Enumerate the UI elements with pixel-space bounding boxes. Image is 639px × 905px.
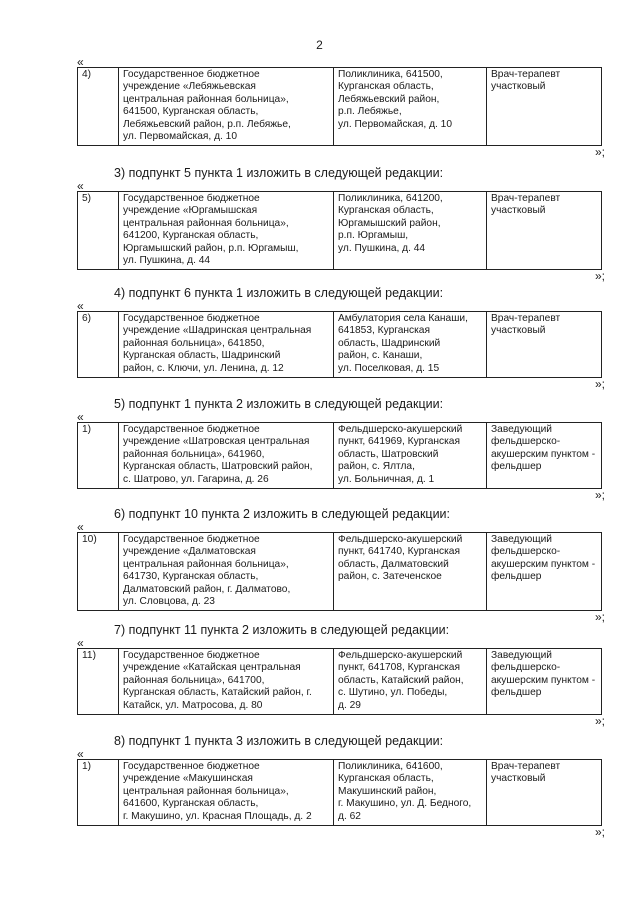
position-cell xyxy=(487,423,602,489)
cell-line: Врач-терапевт xyxy=(491,69,561,80)
cell-line: Катайск, ул. Матросова, д. 80 xyxy=(123,699,263,711)
cell-line: область, Далматовский xyxy=(338,558,449,570)
cell-line: Государственное бюджетное xyxy=(123,69,260,80)
position-cell xyxy=(487,533,602,611)
cell-line: пункт, 641969, Курганская xyxy=(338,436,460,448)
cell-line: Юргамышский район, xyxy=(338,217,441,229)
cell-line: ул. Пушкина, д. 44 xyxy=(123,255,211,267)
cell-line: ул. Больничная, д. 1 xyxy=(338,473,435,485)
row-number-cell xyxy=(78,312,119,378)
unit-cell xyxy=(334,760,487,826)
opening-quote: « xyxy=(77,410,84,424)
cell-line: пункт, 641708, Курганская xyxy=(338,662,460,674)
cell-line: центральная районная больница», xyxy=(123,558,289,570)
cell-line: фельдшер xyxy=(491,461,542,473)
cell-line: фельдшерско- xyxy=(491,436,561,448)
cell-line: акушерским пунктом - xyxy=(491,558,596,570)
table-row xyxy=(78,649,602,715)
cell-line: область, Катайский район, xyxy=(338,674,464,686)
position-cell xyxy=(487,192,602,270)
table-block xyxy=(77,57,607,159)
unit-cell xyxy=(334,649,487,715)
cell-line: Государственное бюджетное xyxy=(123,534,260,545)
cell-line: Государственное бюджетное xyxy=(123,650,260,661)
institution-table xyxy=(77,191,602,270)
cell-line: Врач-терапевт xyxy=(491,193,561,204)
cell-line: 4) xyxy=(82,69,92,80)
table-block xyxy=(77,522,607,624)
cell-line: Курганская область, Шадринский xyxy=(123,350,281,362)
cell-line: 641853, Курганская xyxy=(338,325,430,337)
table-block xyxy=(77,412,607,502)
cell-line: 641730, Курганская область, xyxy=(123,571,259,583)
cell-line: участковый xyxy=(491,81,546,93)
cell-line: Курганская область, Шатровский район, xyxy=(123,461,313,473)
institution-table xyxy=(77,311,602,378)
cell-line: учреждение «Лебяжьевская xyxy=(123,81,256,93)
closing-quote: »; xyxy=(594,145,605,160)
cell-line: учреждение «Макушинская xyxy=(123,773,253,785)
cell-line: г. Макушино, ул. Д. Бедного, xyxy=(338,798,472,810)
row-number-cell xyxy=(78,68,119,146)
cell-line: Курганская область, xyxy=(338,773,434,785)
row-number-cell xyxy=(78,760,119,826)
cell-line: Врач-терапевт xyxy=(491,761,561,772)
cell-line: 1) xyxy=(82,761,92,772)
closing-quote: »; xyxy=(594,714,605,729)
organization-cell xyxy=(119,423,334,489)
position-cell xyxy=(487,649,602,715)
cell-line: Фельдшерско-акушерский xyxy=(338,534,463,545)
table-block xyxy=(77,301,607,391)
table-row xyxy=(78,760,602,826)
position-cell xyxy=(487,312,602,378)
table-row xyxy=(78,533,602,611)
cell-line: 6) xyxy=(82,313,92,324)
cell-line: Поликлиника, 641500, xyxy=(338,69,443,80)
cell-line: район, с. Канаши, xyxy=(338,350,423,362)
cell-line: учреждение «Юргамышская xyxy=(123,205,258,217)
opening-quote: « xyxy=(77,299,84,313)
table-row xyxy=(78,68,602,146)
row-number-cell xyxy=(78,533,119,611)
cell-line: Врач-терапевт xyxy=(491,313,561,324)
cell-line: 641600, Курганская область, xyxy=(123,798,259,810)
cell-line: 5) xyxy=(82,193,92,204)
cell-line: г. Макушино, ул. Красная Площадь, д. 2 xyxy=(123,810,312,822)
unit-cell xyxy=(334,192,487,270)
table-block xyxy=(77,749,607,839)
opening-quote: « xyxy=(77,747,84,761)
cell-line: Заведующий xyxy=(491,650,553,661)
closing-quote: »; xyxy=(594,269,605,284)
row-number-cell xyxy=(78,423,119,489)
cell-line: р.п. Лебяжье, xyxy=(338,106,402,118)
institution-table xyxy=(77,532,602,611)
cell-line: акушерским пунктом - xyxy=(491,448,596,460)
closing-quote: »; xyxy=(594,610,605,625)
cell-line: район, с. Ключи, ул. Ленина, д. 12 xyxy=(123,362,284,374)
institution-table xyxy=(77,422,602,489)
cell-line: учреждение «Шадринская центральная xyxy=(123,325,312,337)
opening-quote: « xyxy=(77,55,84,69)
cell-line: акушерским пунктом - xyxy=(491,674,596,686)
organization-cell xyxy=(119,760,334,826)
cell-line: Заведующий xyxy=(491,534,553,545)
row-number-cell xyxy=(78,192,119,270)
cell-line: 10) xyxy=(82,534,97,545)
amendment-heading: 3) подпункт 5 пункта 1 изложить в следующей редакции: xyxy=(114,166,444,180)
cell-line: ул. Первомайская, д. 10 xyxy=(338,118,453,130)
cell-line: фельдшерско- xyxy=(491,546,561,558)
cell-line: Поликлиника, 641600, xyxy=(338,761,443,772)
organization-cell xyxy=(119,68,334,146)
amendment-heading: 7) подпункт 11 пункта 2 изложить в следующей редакции: xyxy=(114,623,450,637)
cell-line: Поликлиника, 641200, xyxy=(338,193,443,204)
cell-line: Курганская область, xyxy=(338,81,434,93)
institution-table xyxy=(77,67,602,146)
cell-line: 641500, Курганская область, xyxy=(123,106,259,118)
cell-line: Государственное бюджетное xyxy=(123,193,260,204)
organization-cell xyxy=(119,649,334,715)
table-row xyxy=(78,192,602,270)
cell-line: область, Шадринский xyxy=(338,337,441,349)
amendment-heading: 5) подпункт 1 пункта 2 изложить в следующей редакции: xyxy=(114,397,444,411)
cell-line: фельдшер xyxy=(491,687,542,699)
institution-table xyxy=(77,759,602,826)
cell-line: районная больница», 641960, xyxy=(123,448,265,460)
cell-line: район, с. Ялтла, xyxy=(338,461,415,473)
closing-quote: »; xyxy=(594,377,605,392)
cell-line: районная больница», 641850, xyxy=(123,337,265,349)
cell-line: Лебяжьевский район, р.п. Лебяжье, xyxy=(123,118,291,130)
cell-line: ул. Словцова, д. 23 xyxy=(123,596,215,608)
cell-line: центральная районная больница», xyxy=(123,785,289,797)
cell-line: фельдшерско- xyxy=(491,662,561,674)
opening-quote: « xyxy=(77,179,84,193)
unit-cell xyxy=(334,68,487,146)
cell-line: районная больница», 641700, xyxy=(123,674,265,686)
table-row xyxy=(78,423,602,489)
cell-line: Лебяжьевский район, xyxy=(338,93,440,105)
cell-line: участковый xyxy=(491,325,546,337)
amendment-heading: 4) подпункт 6 пункта 1 изложить в следующей редакции: xyxy=(114,286,444,300)
position-cell xyxy=(487,68,602,146)
opening-quote: « xyxy=(77,636,84,650)
cell-line: центральная районная больница», xyxy=(123,93,289,105)
cell-line: центральная районная больница», xyxy=(123,217,289,229)
row-number-cell xyxy=(78,649,119,715)
cell-line: ул. Первомайская, д. 10 xyxy=(123,131,238,143)
institution-table xyxy=(77,648,602,715)
cell-line: 1) xyxy=(82,424,92,435)
organization-cell xyxy=(119,312,334,378)
cell-line: Фельдшерско-акушерский xyxy=(338,424,463,435)
table-row xyxy=(78,312,602,378)
organization-cell xyxy=(119,533,334,611)
cell-line: Курганская область, xyxy=(338,205,434,217)
amendment-heading: 8) подпункт 1 пункта 3 изложить в следующей редакции: xyxy=(114,734,444,748)
cell-line: Заведующий xyxy=(491,424,553,435)
unit-cell xyxy=(334,312,487,378)
cell-line: Макушинский район, xyxy=(338,785,437,797)
cell-line: участковый xyxy=(491,205,546,217)
cell-line: учреждение «Далматовская xyxy=(123,546,256,558)
cell-line: ул. Поселковая, д. 15 xyxy=(338,362,440,374)
cell-line: учреждение «Катайская центральная xyxy=(123,662,301,674)
cell-line: 11) xyxy=(82,650,96,661)
cell-line: Далматовский район, г. Далматово, xyxy=(123,583,291,595)
cell-line: р.п. Юргамыш, xyxy=(338,230,409,242)
cell-line: ул. Пушкина, д. 44 xyxy=(338,242,426,254)
cell-line: пункт, 641740, Курганская xyxy=(338,546,460,558)
cell-line: Амбулатория села Канаши, xyxy=(338,313,468,324)
cell-line: д. 29 xyxy=(338,699,361,711)
cell-line: район, с. Затеченское xyxy=(338,571,442,583)
cell-line: Курганская область, Катайский район, г. xyxy=(123,687,312,699)
page-number: 2 xyxy=(316,38,323,52)
unit-cell xyxy=(334,423,487,489)
cell-line: участковый xyxy=(491,773,546,785)
closing-quote: »; xyxy=(594,488,605,503)
cell-line: Государственное бюджетное xyxy=(123,313,260,324)
table-block xyxy=(77,638,607,728)
cell-line: 641200, Курганская область, xyxy=(123,230,259,242)
cell-line: с. Шутино, ул. Победы, xyxy=(338,687,448,699)
cell-line: Государственное бюджетное xyxy=(123,761,260,772)
table-block xyxy=(77,181,607,283)
cell-line: Фельдшерско-акушерский xyxy=(338,650,463,661)
opening-quote: « xyxy=(77,520,84,534)
cell-line: с. Шатрово, ул. Гагарина, д. 26 xyxy=(123,473,269,485)
cell-line: учреждение «Шатровская центральная xyxy=(123,436,310,448)
closing-quote: »; xyxy=(594,825,605,840)
cell-line: д. 62 xyxy=(338,810,361,822)
cell-line: Юргамышский район, р.п. Юргамыш, xyxy=(123,242,299,254)
amendment-heading: 6) подпункт 10 пункта 2 изложить в следующей редакции: xyxy=(114,507,451,521)
position-cell xyxy=(487,760,602,826)
unit-cell xyxy=(334,533,487,611)
cell-line: фельдшер xyxy=(491,571,542,583)
organization-cell xyxy=(119,192,334,270)
cell-line: Государственное бюджетное xyxy=(123,424,260,435)
cell-line: область, Шатровский xyxy=(338,448,439,460)
